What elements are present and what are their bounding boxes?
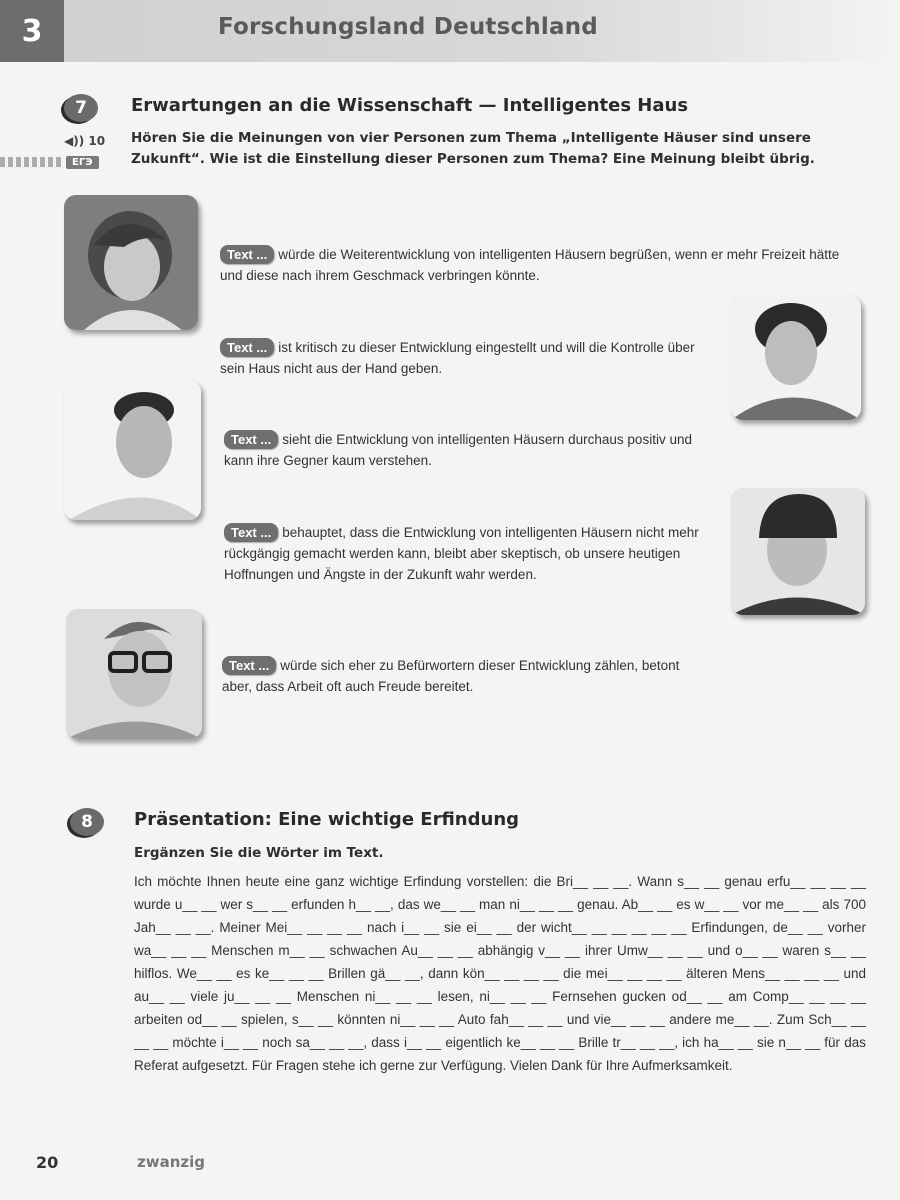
- statement-5: [222, 655, 702, 697]
- page-number-word: zwanzig: [137, 1153, 205, 1171]
- exam-badge: [0, 155, 99, 169]
- statement-text: würde die Weiterentwicklung von intelligenten Häusern begrüßen, wenn er mehr Freizeit hätte und diese nach ihrem Geschmack verbringen könnte.: [220, 247, 840, 283]
- statement-1: [220, 244, 860, 286]
- exercise-8-title: Präsentation: Eine wichtige Erfindung: [134, 809, 520, 830]
- text-tag: Text ...: [224, 430, 278, 449]
- cloze-text: Ich möchte Ihnen heute eine ganz wichtige Erfindung vorstellen: die Bri__ __ __. Wann s__ __ genau erfu__ __ __ __ wurde u__ __ wer s__ __ erfunden h__ __, das we__ __ man ni__ __ __ genau. Ab__ __ es w__ __ vor me__ __ als 700 Jah__ __ __. Meiner Mei__ __ __ __ nach i__ __ sie ei__ __ der wicht__ __ __ __ __ __ Erfindungen, de__ __ vorher wa__ __ __ Menschen m__ __ schwachen Au__ __ __ abhängig v__ __ ihrer Umw__ __ __ und o__ __ waren s__ __ hilflos. We__ __ es ke__ __ __ Brillen gä__ __, dann kön__ __ __ __ die mei__ __ __ __ älteren Mens__ __ __ __ und au__ __ viele ju__ __ __ Menschen ni__ __ __ lesen, ni__ __ __ Fernsehen gucken od__ __ am Comp__ __ __ __ arbeiten od__ __ spielen, s__ __ könnten ni__ __ __ Auto fah__ __ __ und vie__ __ __ andere me__ __. Zum Sch__ __ __ __ möchte i__ __ noch sa__ __ __, dass i__ __ eigentlich ke__ __ __ Brille tr__ __ __, ich ha__ __ sie n__ __ für das Referat aufgesetzt. Für Fragen stehe ich gerne zur Verfügung. Vielen Dank für Ihre Aufmerksamkeit.: [134, 874, 866, 1073]
- statement-3: [224, 429, 704, 471]
- photo-person-3: [64, 380, 201, 520]
- exercise-7-instruction: Hören Sie die Meinungen von vier Personen zum Thema „Intelligente Häuser sind unsere Zukunft“. Wie ist die Einstellung dieser Personen zum Thema? Eine Meinung bleibt übrig.: [131, 130, 815, 167]
- statement-text: ist kritisch zu dieser Entwicklung eingestellt und will die Kontrolle über sein Haus nicht aus der Hand geben.: [220, 340, 695, 376]
- text-tag: Text ...: [224, 523, 278, 542]
- dotted-rule: [0, 157, 62, 167]
- statement-text: sieht die Entwicklung von intelligenten Häusern durchaus positiv und kann ihre Gegner kaum verstehen.: [224, 432, 692, 468]
- text-tag: Text ...: [220, 338, 274, 357]
- exam-tag: ЕГЭ: [66, 156, 99, 169]
- statement-text: behauptet, dass die Entwicklung von intelligenten Häusern nicht mehr rückgängig gemacht werden kann, bleibt aber skeptisch, ob unsere heutigen Hoffnungen und Ängste in der Zukunft wahr werden.: [224, 525, 699, 582]
- statement-text: würde sich eher zu Befürwortern dieser Entwicklung zählen, betont aber, dass Arbeit oft auch Freude bereitet.: [222, 658, 680, 694]
- exercise-7-number: 7: [64, 94, 98, 122]
- text-tag: Text ...: [220, 245, 274, 264]
- photo-person-2: [731, 295, 861, 420]
- page-number: 20: [36, 1153, 59, 1172]
- exercise-8-number: 8: [70, 808, 104, 836]
- photo-person-1: [64, 195, 198, 330]
- exercise-7-title: Erwartungen an die Wissenschaft — Intelligentes Haus: [131, 95, 689, 116]
- statement-4: [224, 522, 712, 585]
- chapter-title: Forschungsland Deutschland: [218, 14, 598, 40]
- photo-person-4: [731, 488, 865, 615]
- chapter-number: 3: [0, 0, 64, 62]
- audio-track-icon[interactable]: ◀)) 10: [64, 134, 106, 148]
- text-tag: Text ...: [222, 656, 276, 675]
- statement-2: [220, 337, 700, 379]
- photo-person-5: [66, 609, 202, 739]
- exercise-8-instruction: Ergänzen Sie die Wörter im Text.: [134, 845, 384, 861]
